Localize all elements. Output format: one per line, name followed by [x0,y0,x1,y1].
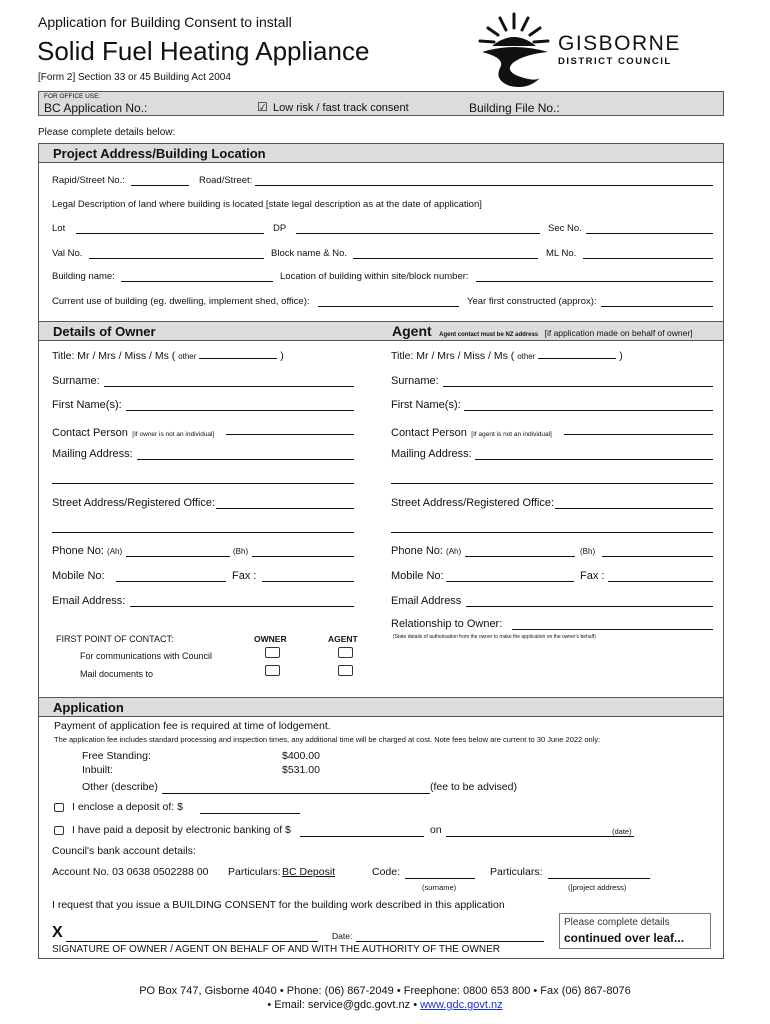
application-heading-bar [38,697,724,717]
agent-first-input[interactable] [464,410,713,411]
other-fee: (fee to be advised) [430,781,517,793]
owner-title-other: other [178,352,197,361]
instructions: Please complete details below: [38,127,176,138]
owner-mobile-input[interactable] [116,581,226,582]
owner-phone-bh: (Bh) [233,547,249,556]
owner-phone-bh-input[interactable] [252,556,354,557]
year-label: Year first constructed (approx): [467,296,597,307]
bc-application-no: BC Application No.: [44,101,148,115]
owner-fax-input[interactable] [262,581,354,582]
year-input[interactable] [601,306,713,307]
current-use-input[interactable] [318,306,459,307]
date-label: Date: [332,931,353,941]
code-label: Code: [372,866,401,878]
inbuilt-fee: $531.00 [282,764,320,776]
owner-title-input[interactable] [199,358,277,359]
owner-fax-label: Fax : [232,570,257,582]
low-risk-label: Low risk / fast track consent [273,102,409,114]
owner-phone-ah-input[interactable] [126,556,230,557]
paid-label: I have paid a deposit by electronic banking of $ [72,824,291,836]
rapid-input[interactable] [131,185,189,186]
owner-title-end: ) [280,350,284,362]
other-label: Other (describe) [82,781,158,793]
rapid-label: Rapid/Street No.: [52,175,125,186]
agent-mobile-input[interactable] [446,581,574,582]
particulars-label: Particulars: [228,866,281,878]
ml-input[interactable] [583,258,713,259]
agent-contact-input[interactable] [564,434,713,435]
owner-contact-label: Contact Person [52,427,128,439]
particulars2-label: Particulars: [490,866,543,878]
dp-input[interactable] [296,233,540,234]
location-label: Location of building within site/block number: [280,271,469,282]
inbuilt-label: Inbuilt: [82,764,113,776]
paid-date-input[interactable] [446,836,634,837]
agent-heading [392,323,693,341]
agent-mail-checkbox[interactable] [338,665,353,676]
owner-contact [52,423,214,441]
application-heading: Application [53,700,124,715]
lot-input[interactable] [76,233,264,234]
owner-street-label: Street Address/Registered Office: [52,497,216,509]
owner-phone-ah: (Ah) [107,547,123,556]
owner-mailing-input-2[interactable] [52,483,354,484]
owner-title [52,350,284,362]
contact-row-mail: Mail documents to [80,669,154,679]
form-reference: [Form 2] Section 33 or 45 Building Act 2004 [38,72,231,83]
office-use-label: FOR OFFICE USE: [44,93,101,100]
agent-relationship-note: (State details of authorisation from the owner to make the application on the owner's behalf) [393,634,596,640]
owner-mailing-label: Mailing Address: [52,448,133,460]
agent-phone-bh: (Bh) [580,547,596,556]
ml-label: ML No. [546,248,577,259]
project-address-note: ([project address) [568,883,627,892]
sun-wave-icon [474,8,556,90]
owner-phone [52,545,122,557]
building-file-no: Building File No.: [469,101,560,115]
deposit-label: I enclose a deposit of: $ [72,801,183,813]
agent-contact-note: [If agent is not an individual] [471,431,552,438]
paid-on-label: on [430,824,442,836]
agent-fax-input[interactable] [608,581,713,582]
free-standing-fee: $400.00 [282,750,320,762]
contact-row-communications: For communications with Council [80,651,213,661]
code-input[interactable] [405,878,475,879]
owner-mailing-input[interactable] [137,459,354,460]
sec-label: Sec No. [548,223,582,234]
footer-email-text: • Email: service@gdc.govt.nz • [267,999,418,1011]
val-input[interactable] [89,258,264,259]
bank-heading: Council's bank account details: [52,845,196,857]
block-input[interactable] [353,258,538,259]
agent-fax-label: Fax : [580,570,605,582]
page-title: Solid Fuel Heating Appliance [37,36,370,66]
owner-mail-checkbox[interactable] [265,665,280,676]
agent-heading-label: Agent [392,323,432,339]
agent-surname-label: Surname: [391,375,439,387]
owner-mobile-label: Mobile No: [52,570,105,582]
agent-title-input[interactable] [538,358,616,359]
logo-district-council: DISTRICT COUNCIL [558,56,672,67]
signature-label: SIGNATURE OF OWNER / AGENT ON BEHALF OF AND WITH THE AUTHORITY OF THE OWNER [52,944,501,955]
agent-title-end: ) [619,350,623,362]
particulars-value: BC Deposit [282,866,336,878]
contact-owner-column: OWNER [254,634,287,644]
footer-email [0,999,770,1011]
paid-amount-input[interactable] [300,836,424,837]
website-link[interactable]: www.gdc.govt.nz [420,999,503,1011]
signature-input[interactable] [66,941,318,942]
owner-phone-label: Phone No: [52,545,104,557]
agent-title-label: Title: Mr / Mrs / Miss / Ms ( [391,350,515,362]
contact-heading: FIRST POINT OF CONTACT: [56,634,174,644]
current-use-label: Current use of building (eg. dwelling, implement shed, office): [52,296,310,307]
free-standing-label: Free Standing: [82,750,151,762]
agent-relationship-label: Relationship to Owner: [391,618,503,630]
agent-mailing-input-2[interactable] [391,483,713,484]
road-input[interactable] [255,185,713,186]
project-heading: Project Address/Building Location [53,146,266,161]
office-use-box [38,91,724,116]
agent-street-input[interactable] [555,508,713,509]
agent-phone-label: Phone No: [391,545,443,557]
agent-street-input-2[interactable] [391,532,713,533]
agent-email-label: Email Address [391,595,462,607]
agent-mobile-label: Mobile No: [391,570,444,582]
sec-input[interactable] [586,233,713,234]
agent-title [391,350,623,362]
agent-first-label: First Name(s): [391,399,461,411]
dp-label: DP [273,223,287,234]
agent-communications-checkbox[interactable] [338,647,353,658]
other-input[interactable] [162,793,430,794]
road-label: Road/Street: [199,175,253,186]
particulars2-input[interactable] [548,878,650,879]
agent-phone-ah-input[interactable] [465,556,575,557]
val-label: Val No. [52,248,83,259]
agent-street-label: Street Address/Registered Office: [391,497,555,509]
agent-phone-ah: (Ah) [446,547,462,556]
agent-phone [391,545,461,557]
agent-mailing-label: Mailing Address: [391,448,472,460]
agent-mailing-input[interactable] [475,459,713,460]
agent-heading-bracket: [if application made on behalf of owner] [544,328,693,338]
agent-email-input[interactable] [466,606,713,607]
consent-request: I request that you issue a BUILDING CONSENT for the building work described in this application [52,899,505,911]
owner-contact-note: [If owner is not an individual] [132,431,215,438]
building-name-label: Building name: [52,271,115,282]
building-name-input[interactable] [121,281,273,282]
owner-agent-heading-bar [38,321,724,341]
agent-contact [391,423,552,441]
location-input[interactable] [476,281,713,282]
signature-x: X [52,924,63,941]
agent-heading-note: Agent contact must be NZ address [439,332,539,338]
agent-contact-label: Contact Person [391,427,467,439]
footer-contact: PO Box 747, Gisborne 4040 • Phone: (06) 867-2049 • Freephone: 0800 653 800 • Fax (06) 867-8076 [139,985,631,997]
owner-email-input[interactable] [130,606,354,607]
account-number: Account No. 03 0638 0502288 00 [52,866,209,878]
payment-note: Payment of application fee is required at time of lodgement. [54,720,331,732]
owner-email-label: Email Address: [52,595,126,607]
paid-date-note: (date) [612,827,632,836]
owner-first-label: First Name(s): [52,399,122,411]
paid-checkbox[interactable] [54,826,64,835]
owner-surname-input[interactable] [104,386,354,387]
continued-box [559,913,711,949]
fee-note: The application fee includes standard processing and inspection times, any additional time will be charged at cost. Note fees below are current to 30 June 2022 only: [54,735,601,744]
owner-street-input[interactable] [216,508,354,509]
low-risk-checkbox[interactable]: ☑ [257,100,268,114]
owner-surname-label: Surname: [52,375,100,387]
agent-relationship-input[interactable] [512,629,713,630]
block-label: Block name & No. [271,248,348,259]
legal-description-label: Legal Description of land where building is located [state legal description as at the date of application] [52,199,482,210]
owner-heading: Details of Owner [53,324,156,339]
agent-phone-bh-input[interactable] [602,556,713,557]
continued-line-1: Please complete details [564,917,670,928]
owner-title-label: Title: Mr / Mrs / Miss / Ms ( [52,350,176,362]
owner-contact-input[interactable] [226,434,354,435]
agent-surname-input[interactable] [443,386,713,387]
agent-title-other: other [517,352,536,361]
surname-note: (surname) [422,883,457,892]
deposit-checkbox[interactable] [54,803,64,812]
owner-street-input-2[interactable] [52,532,354,533]
date-input[interactable] [356,941,544,942]
continued-line-2: continued over leaf... [564,931,685,945]
council-logo [474,8,714,90]
project-heading-bar [38,143,724,163]
lot-label: Lot [52,223,66,234]
logo-gisborne: GISBORNE [558,32,681,55]
deposit-input[interactable] [200,813,300,814]
owner-first-input[interactable] [126,410,354,411]
contact-agent-column: AGENT [328,634,358,644]
intro-text: Application for Building Consent to install [38,14,292,30]
owner-communications-checkbox[interactable] [265,647,280,658]
